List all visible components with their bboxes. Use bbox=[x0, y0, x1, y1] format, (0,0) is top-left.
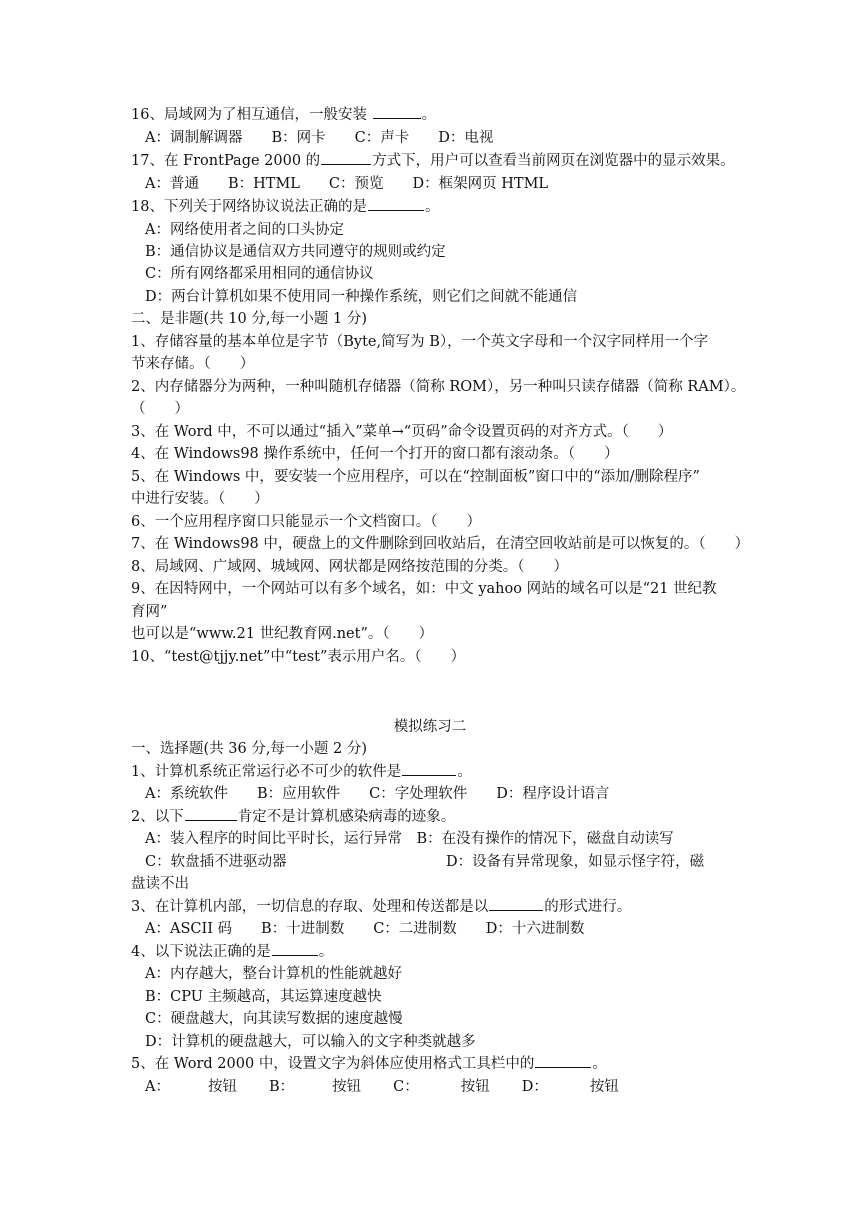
option-b: B：CPU 主频越高，其运算速度越快 bbox=[145, 989, 382, 1005]
option-c-label: C： bbox=[393, 1079, 419, 1095]
option-b-label: B： bbox=[268, 1079, 295, 1095]
tf-item-9-cont: 也可以是“www.21 世纪教育网.net”。（ ） bbox=[131, 626, 434, 642]
option-d: D：两台计算机如果不使用同一种操作系统，则它们之间就不能通信 bbox=[145, 289, 578, 305]
exam-title: 模拟练习二 bbox=[393, 719, 467, 735]
question-text: 18、下列关于网络协议说法正确的是 bbox=[131, 199, 367, 215]
option-d: D：计算机的硬盘越大，可以输入的文字种类就越多 bbox=[145, 1034, 476, 1050]
answer-blank bbox=[402, 761, 456, 776]
answer-blank bbox=[373, 104, 421, 119]
option-d-button-text: 按钮 bbox=[589, 1079, 619, 1095]
question-text: 17、在 FrontPage 2000 的 bbox=[131, 153, 321, 169]
tf-item-1: 1、存储容量的基本单位是字节（Byte,简写为 B），一个英文字母和一个汉字同样用一个字 bbox=[131, 334, 709, 350]
tf-item-2-cont: （ ） bbox=[131, 401, 189, 417]
tf-item-6: 6、一个应用程序窗口只能显示一个文档窗口。（ ） bbox=[131, 514, 481, 530]
option-c-button-text: 按钮 bbox=[460, 1079, 490, 1095]
question-text: 1、计算机系统正常运行必不可少的软件是 bbox=[131, 764, 402, 780]
question-16 bbox=[131, 104, 436, 126]
question-2-option-d: D：设备有异常现象，如显示怪字符，磁 bbox=[446, 854, 705, 870]
question-16-options: A：调制解调器 B：网卡 C：声卡 D：电视 bbox=[145, 130, 494, 146]
option-a: A：网络使用者之间的口头协定 bbox=[145, 222, 344, 238]
answer-blank bbox=[321, 150, 371, 165]
question-text: 的形式进行。 bbox=[544, 899, 632, 915]
tf-item-9: 9、在因特网中，一个网站可以有多个域名，如：中文 yahoo 网站的域名可以是“21 世纪教 bbox=[131, 581, 717, 597]
question-text: 5、在 Word 2000 中，设置文字为斜体应使用格式工具栏中的 bbox=[131, 1056, 535, 1072]
tf-item-9-cont: 育网” bbox=[131, 604, 168, 620]
tf-item-5-cont: 中进行安装。（ ） bbox=[131, 491, 269, 507]
option-c: C：所有网络都采用相同的通信协议 bbox=[145, 266, 374, 282]
question-text: 肯定不是计算机感染病毒的迹象。 bbox=[237, 809, 456, 825]
question-text: 方式下，用户可以查看当前网页在浏览器中的显示效果。 bbox=[372, 153, 735, 169]
question-5 bbox=[131, 1053, 607, 1075]
question-2-option-d-cont: 盘读不出 bbox=[131, 876, 189, 892]
option-b: B：通信协议是通信双方共同遵守的规则或约定 bbox=[145, 244, 446, 260]
option-c: C：硬盘越大，向其读写数据的速度越慢 bbox=[145, 1011, 403, 1027]
question-2-option-c: C：软盘插不进驱动器 bbox=[145, 854, 287, 870]
question-1-options: A：系统软件 B：应用软件 C：字处理软件 D：程序设计语言 bbox=[145, 786, 610, 802]
question-17 bbox=[131, 150, 735, 172]
question-text: 。 bbox=[424, 199, 440, 215]
tf-item-1-cont: 节来存储。（ ） bbox=[131, 356, 255, 372]
question-1 bbox=[131, 761, 472, 783]
question-text: 。 bbox=[318, 944, 334, 960]
tf-item-10: 10、“test@tjjy.net”中“test”表示用户名。（ ） bbox=[131, 649, 466, 665]
section-heading: 一、选择题(共 36 分,每一小题 2 分) bbox=[131, 741, 368, 757]
section-heading: 二、是非题(共 10 分,每一小题 1 分) bbox=[131, 311, 368, 327]
question-17-options: A：普通 B：HTML C：预览 D：框架网页 HTML bbox=[145, 176, 549, 192]
question-text: 3、在计算机内部，一切信息的存取、处理和传送都是以 bbox=[131, 899, 489, 915]
answer-blank bbox=[368, 196, 424, 211]
question-text: 16、局域网为了相互通信，一般安装 bbox=[131, 107, 372, 123]
question-2 bbox=[131, 806, 455, 828]
tf-item-3: 3、在 Word 中，不可以通过“插入”菜单→“页码”命令设置页码的对齐方式。（ ） bbox=[131, 424, 673, 440]
option-d-label: D： bbox=[521, 1079, 548, 1095]
question-18 bbox=[131, 196, 439, 218]
option-a-button-text: 按钮 bbox=[207, 1079, 237, 1095]
question-text: 。 bbox=[421, 107, 437, 123]
question-3-options: A：ASCII 码 B：十进制数 C：二进制数 D：十六进制数 bbox=[145, 921, 585, 937]
question-2-options-row: A：装入程序的时间比平时长，运行异常 B：在没有操作的情况下，磁盘自动读写 bbox=[145, 831, 674, 847]
answer-blank bbox=[535, 1053, 591, 1068]
answer-blank bbox=[489, 896, 543, 911]
question-text: 。 bbox=[457, 764, 472, 780]
tf-item-7: 7、在 Windows98 中，硬盘上的文件删除到回收站后，在清空回收站前是可以恢复的。（ ） bbox=[131, 536, 750, 552]
tf-item-2: 2、内存储器分为两种，一种叫随机存储器（简称 ROM），另一种叫只读存储器（简称 RAM）。 bbox=[131, 379, 746, 395]
option-a: A：内存越大，整台计算机的性能就越好 bbox=[145, 966, 402, 982]
question-text: 。 bbox=[592, 1056, 607, 1072]
tf-item-8: 8、局域网、广域网、城域网、网状都是网络按范围的分类。（ ） bbox=[131, 559, 568, 575]
option-a-label: A： bbox=[145, 1079, 170, 1095]
answer-blank bbox=[272, 941, 318, 956]
answer-blank bbox=[185, 806, 237, 821]
tf-item-4: 4、在 Windows98 操作系统中，任何一个打开的窗口都有滚动条。（ ） bbox=[131, 446, 619, 462]
option-b-button-text: 按钮 bbox=[332, 1079, 362, 1095]
question-text: 2、以下 bbox=[131, 809, 184, 825]
question-5-options bbox=[145, 1076, 619, 1098]
question-text: 4、以下说法正确的是 bbox=[131, 944, 271, 960]
question-3 bbox=[131, 896, 631, 918]
question-4 bbox=[131, 941, 333, 963]
tf-item-5: 5、在 Windows 中，要安装一个应用程序，可以在“控制面板”窗口中的“添加/删除程序” bbox=[131, 469, 700, 485]
